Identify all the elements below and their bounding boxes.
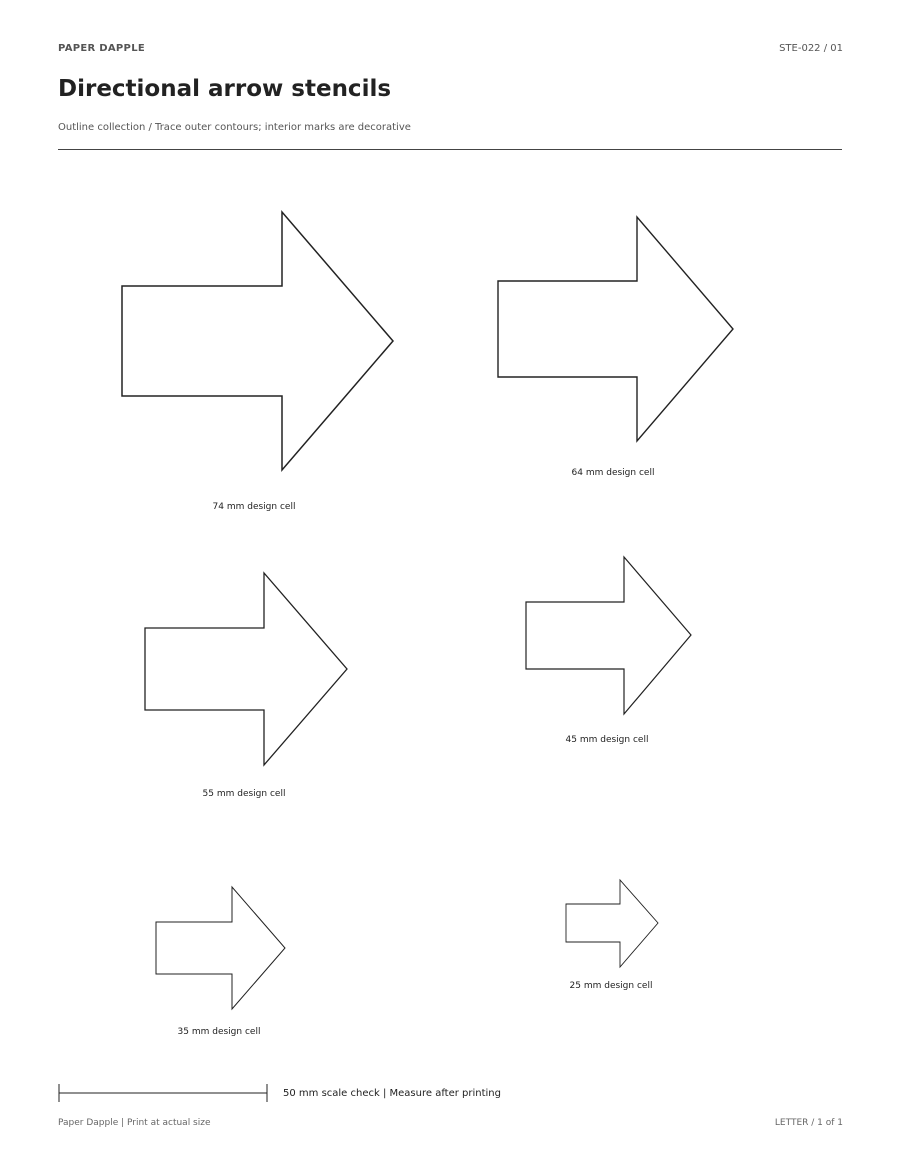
scale-check-bar xyxy=(59,1084,267,1102)
stencil-label-45mm: 45 mm design cell xyxy=(565,735,649,745)
stencil-label-64mm: 64 mm design cell xyxy=(571,468,655,478)
arrow-stencil-64mm xyxy=(498,217,733,441)
arrow-stencil-25mm xyxy=(566,880,658,967)
arrow-stencil-55mm xyxy=(145,573,347,765)
stencil-label-35mm: 35 mm design cell xyxy=(177,1027,261,1037)
footer-left: Paper Dapple | Print at actual size xyxy=(58,1118,211,1128)
page-title: Directional arrow stencils xyxy=(58,76,392,102)
sheet-code: STE-022 / 01 xyxy=(779,43,843,54)
arrow-stencil-74mm xyxy=(122,212,393,470)
page-subtitle: Outline collection / Trace outer contours; interior marks are decorative xyxy=(58,122,411,133)
stencil-label-55mm: 55 mm design cell xyxy=(202,789,286,799)
arrow-stencil-35mm xyxy=(156,887,285,1009)
scale-check-label: 50 mm scale check | Measure after printing xyxy=(283,1088,501,1099)
arrow-stencil-45mm xyxy=(526,557,691,714)
stencil-label-74mm: 74 mm design cell xyxy=(212,502,296,512)
footer-right: LETTER / 1 of 1 xyxy=(774,1118,843,1128)
stencil-label-25mm: 25 mm design cell xyxy=(569,981,653,991)
brand-name: PAPER DAPPLE xyxy=(58,43,145,54)
